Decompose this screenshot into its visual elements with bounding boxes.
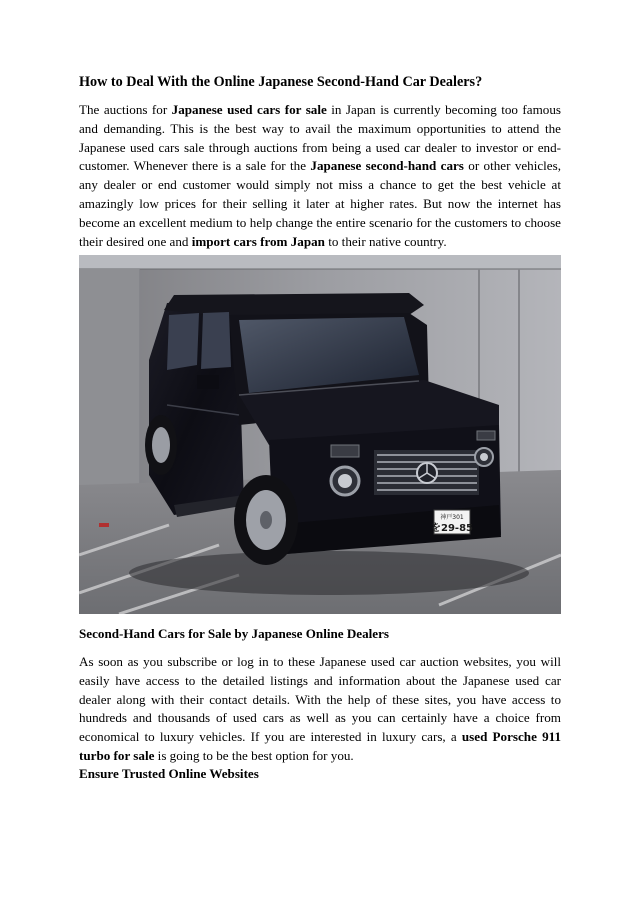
text-run: or other vehicles, any dealer or end customer would simply not miss a chance to get the best vehicle at amazingly low prices for their selling it later at higher rates. But now the internet has become an excellent medium to help change the entire scenario for the customers to choose their desired one and	[79, 158, 561, 249]
section-trusted	[79, 765, 561, 783]
text-run: The auctions for	[79, 102, 172, 117]
bold-keyword: used Porsche 911 turbo for sale	[79, 729, 562, 763]
text-run: is going to be the best option for you.	[154, 747, 354, 763]
section-trusted-heading: Ensure Trusted Online Websites	[79, 766, 259, 781]
plate-line2: を29-85	[431, 523, 473, 534]
bold-keyword: import cars from Japan	[191, 233, 325, 249]
intro-paragraph	[79, 101, 561, 251]
document-page	[79, 72, 562, 781]
text-run: in Japan is currently becoming too famous and demanding. This is the best way to avail the maximum opportunities to attend the Japanese used cars sale through auctions from being a used car dealer to investor or end-customer. Whenever there is a sale for the	[79, 102, 561, 174]
car-photo	[79, 255, 561, 614]
page-title: How to Deal With the Online Japanese Second-Hand Car Dealers?	[79, 74, 483, 90]
section-dealers	[79, 625, 561, 766]
plate-line1: 神戸301	[440, 514, 464, 521]
bold-keyword: Japanese second-hand cars	[310, 158, 464, 174]
text-run: to their native country.	[324, 233, 447, 249]
bold-keyword: Japanese used cars for sale	[171, 102, 327, 117]
text-run: As soon as you subscribe or log in to these Japanese used car auction websites, you will easily have access to the detailed listings and information about the Japanese used car dealer along with their contact details. With the help of these sites, you have access to hundreds and thousands of used cars as well as you can certainly have a choice from economical to luxury vehicles. If you are interested in luxury cars, a	[79, 654, 561, 745]
car-photo-illustration	[79, 255, 561, 614]
section-dealers-heading: Second-Hand Cars for Sale by Japanese Online Dealers	[79, 626, 390, 641]
section-dealers-paragraph	[79, 653, 561, 766]
